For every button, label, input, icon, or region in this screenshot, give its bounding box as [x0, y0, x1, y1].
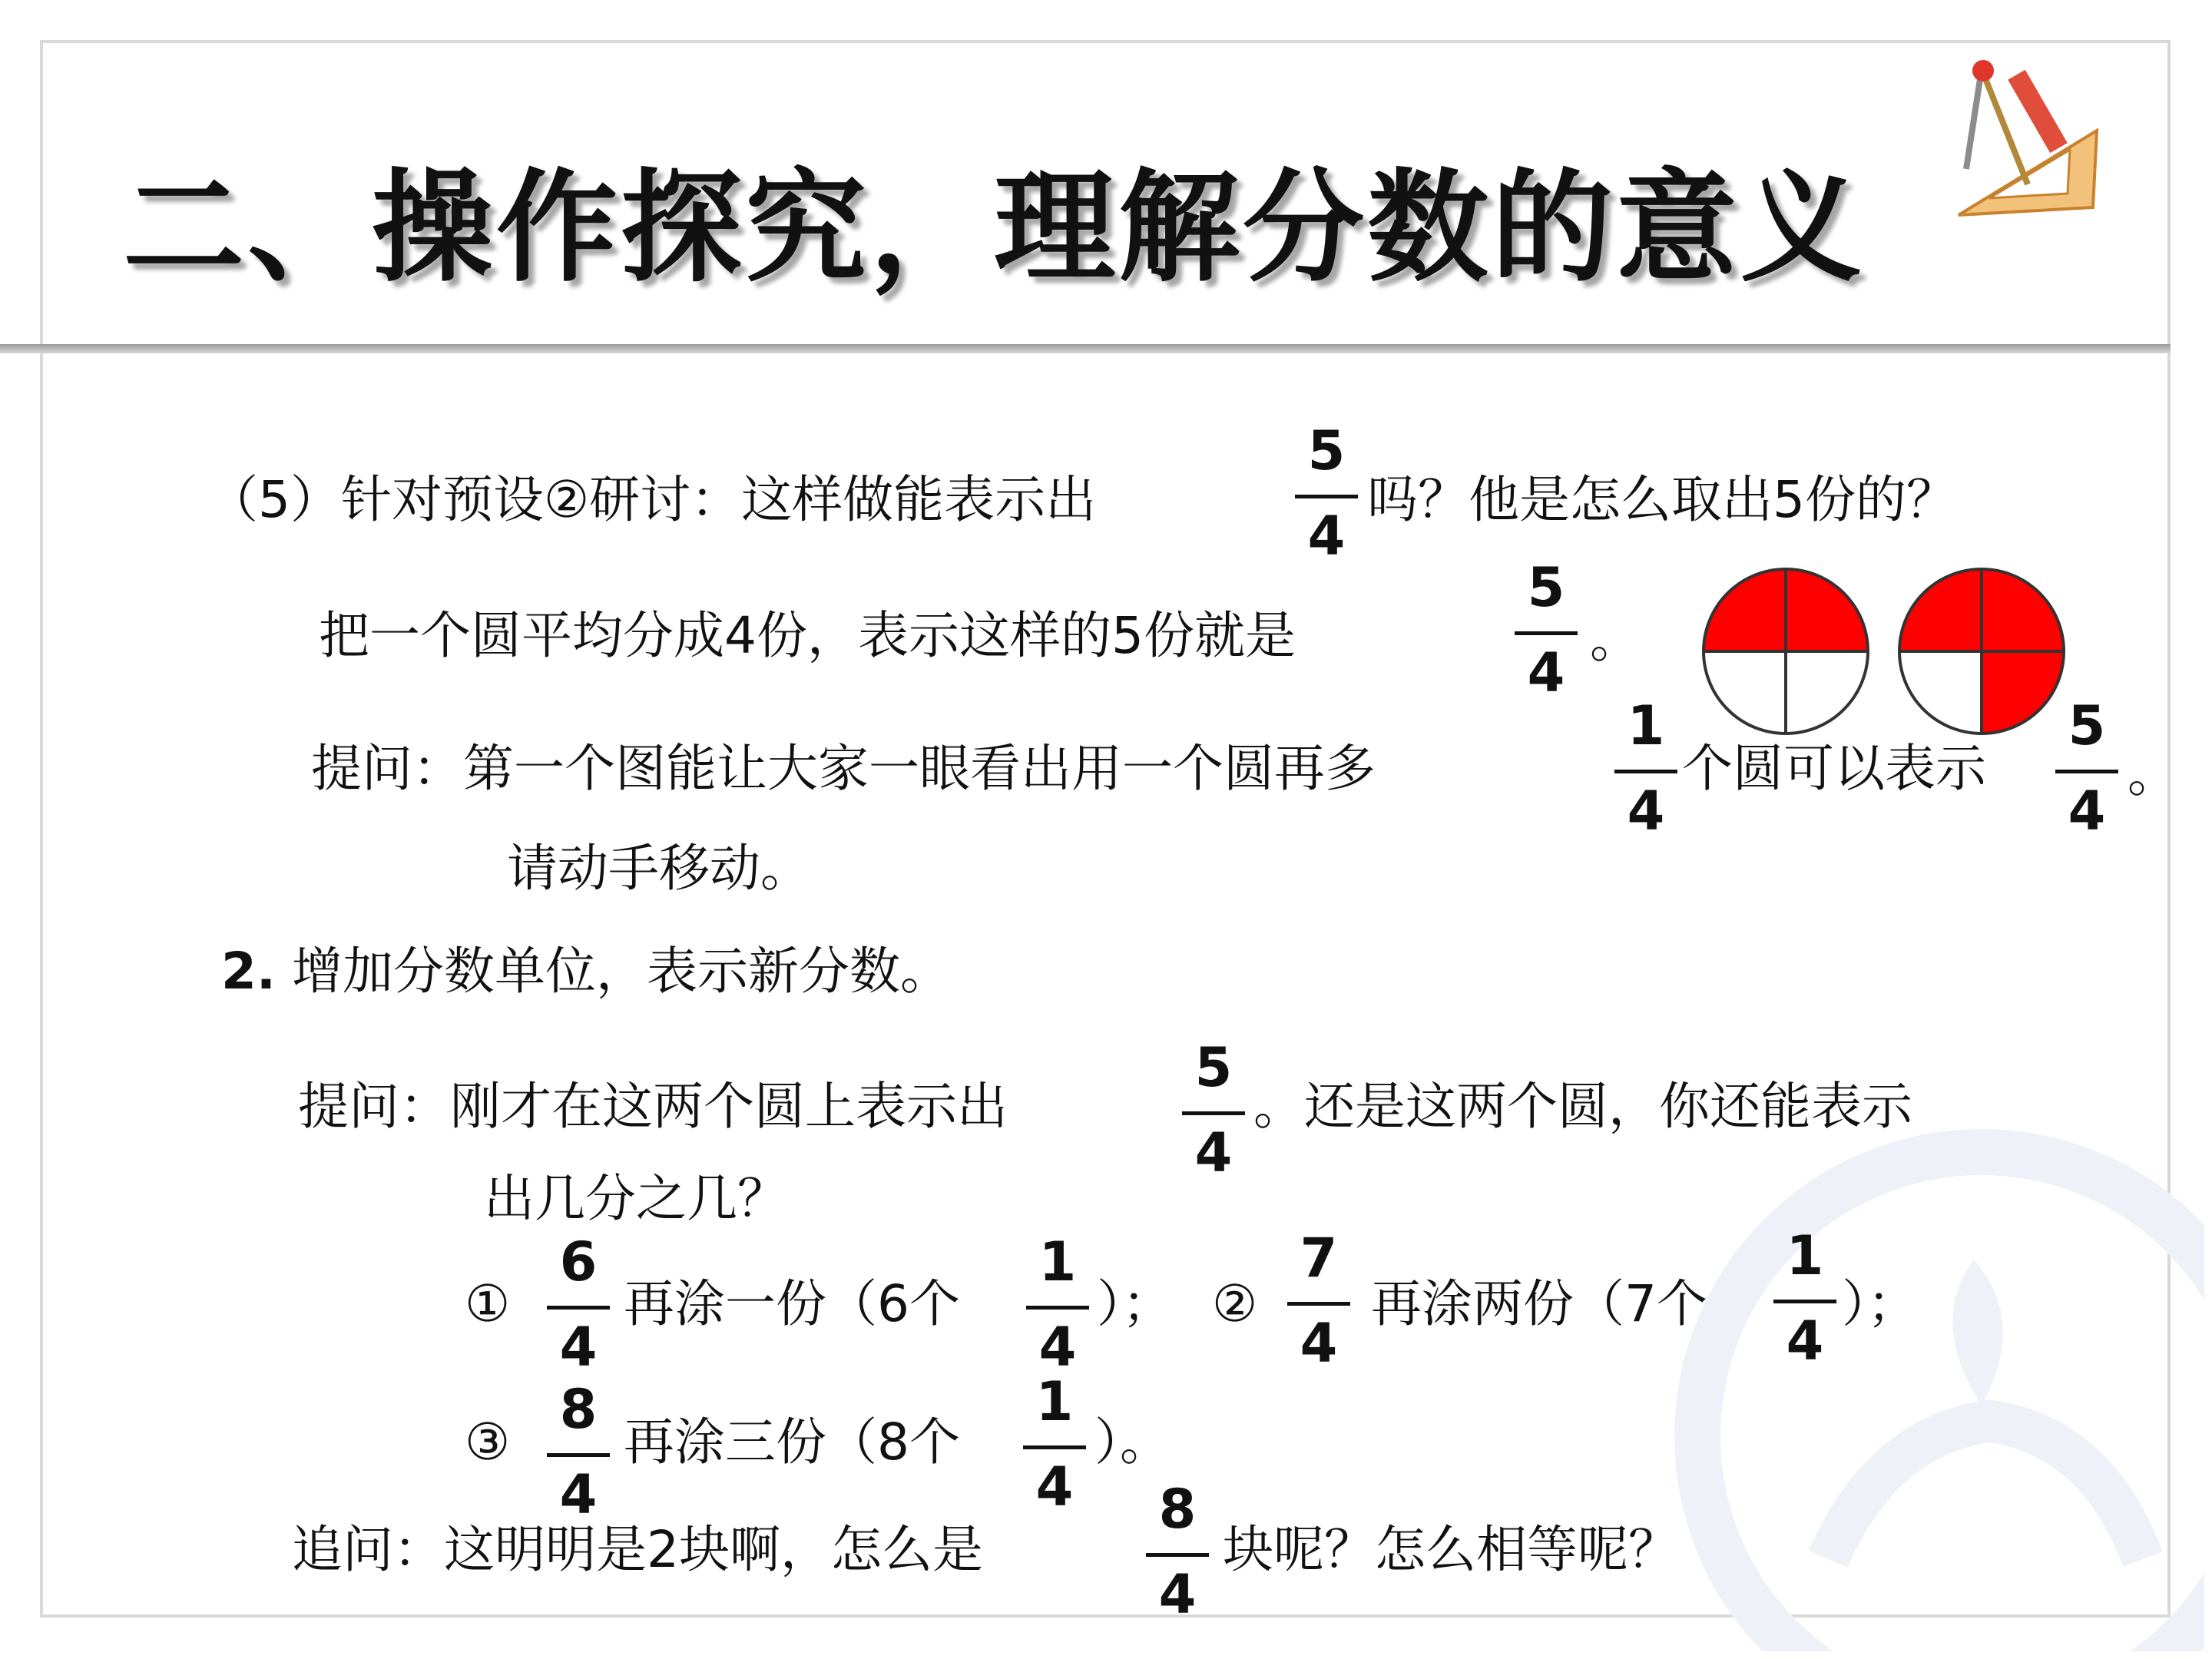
question-text: 提问：刚才在这两个圆上表示出	[298, 1077, 1008, 1136]
fraction-1-4	[1020, 1370, 1089, 1518]
numerator: 5	[1194, 1036, 1233, 1099]
denominator: 4	[1194, 1121, 1233, 1184]
fraction-5-4	[1179, 1036, 1248, 1184]
option-1-mark: ①	[465, 1274, 511, 1333]
explanation-text: 把一个圆平均分成4份，表示这样的5份就是	[319, 606, 1296, 665]
fraction-1-4	[1023, 1230, 1092, 1379]
denominator: 4	[1527, 641, 1565, 704]
period: 。	[2128, 744, 2178, 803]
fraction-bar	[547, 1306, 610, 1310]
followup-text: 追问：这明明是2块啊，怎么是	[292, 1520, 983, 1579]
option-2-mark: ②	[1212, 1274, 1258, 1333]
option-3-close: ）。	[1094, 1412, 1171, 1472]
section-title: 增加分数单位，表示新分数。	[291, 942, 951, 1001]
numerator: 5	[1527, 556, 1565, 619]
fraction-6-4	[544, 1230, 613, 1379]
option-1-text: 再涂一份（6个	[624, 1274, 960, 1333]
numerator: 8	[1158, 1478, 1197, 1541]
denominator: 4	[1307, 505, 1346, 568]
instruction-text: 请动手移动。	[507, 839, 811, 898]
denominator: 4	[1786, 1310, 1824, 1373]
circle-1	[1704, 569, 1868, 733]
fraction-bar	[1773, 1300, 1836, 1303]
fraction-bar	[1182, 1111, 1245, 1115]
ruler-compass-icon	[1936, 54, 2112, 223]
denominator: 4	[559, 1463, 598, 1526]
fraction-bar	[2055, 770, 2118, 773]
circle-2	[1899, 569, 2064, 733]
option-1-close: ）；	[1097, 1274, 1173, 1333]
period: 。	[1590, 610, 1641, 669]
numerator: 6	[559, 1230, 598, 1293]
option-2-close: ）；	[1842, 1274, 1918, 1333]
fraction-5-4	[1512, 556, 1581, 704]
watermark-logo-icon	[1651, 1129, 2204, 1651]
question-5-text: （5）针对预设②研讨：这样做能表示出	[207, 470, 1097, 529]
fraction-bar	[1146, 1553, 1209, 1557]
fraction-circles	[1690, 567, 2081, 736]
fraction-1-4	[1770, 1224, 1839, 1373]
fraction-bar	[1515, 631, 1578, 635]
fraction-bar	[1026, 1306, 1089, 1310]
numerator: 1	[1786, 1224, 1824, 1287]
fraction-bar	[547, 1453, 610, 1457]
fraction-bar	[1295, 495, 1358, 498]
numerator: 1	[1035, 1370, 1074, 1433]
question-text-cont: 出几分之几？	[484, 1169, 788, 1228]
numerator: 7	[1300, 1227, 1338, 1290]
fraction-8-4	[544, 1378, 613, 1526]
fraction-5-4	[2052, 694, 2121, 843]
followup-text-end: 块呢？怎么相等呢？	[1223, 1520, 1679, 1579]
question-text-mid: 个圆可以表示	[1682, 739, 1986, 798]
question-5-text-end: 吗？他是怎么取出5份的？	[1367, 470, 1957, 529]
section-number: 2.	[221, 942, 276, 1001]
slide-title: 二、操作探究，理解分数的意义	[123, 157, 1865, 299]
denominator: 4	[1158, 1563, 1197, 1626]
section-2-heading	[221, 942, 951, 1001]
denominator: 4	[1300, 1312, 1338, 1375]
numerator: 5	[1307, 419, 1346, 482]
question-text-end: 。还是这两个圆，你还能表示	[1253, 1077, 1912, 1136]
denominator: 4	[1035, 1455, 1074, 1518]
fraction-bar	[1023, 1445, 1086, 1449]
option-3-text: 再涂三份（8个	[624, 1412, 960, 1472]
denominator: 4	[559, 1316, 598, 1379]
fraction-bar	[1614, 770, 1677, 773]
denominator: 4	[2068, 780, 2106, 843]
numerator: 5	[2068, 694, 2106, 757]
fraction-1-4	[1611, 694, 1681, 843]
fraction-5-4	[1292, 419, 1361, 568]
numerator: 1	[1038, 1230, 1077, 1293]
title-divider	[0, 344, 2171, 353]
fraction-bar	[1287, 1302, 1350, 1306]
question-text: 提问：第一个图能让大家一眼看出用一个圆再多	[311, 739, 1376, 798]
fraction-8-4	[1143, 1478, 1212, 1626]
option-2-text: 再涂两份（7个	[1371, 1274, 1707, 1333]
fraction-7-4	[1284, 1227, 1353, 1375]
numerator: 1	[1627, 694, 1665, 757]
denominator: 4	[1038, 1316, 1077, 1379]
option-3-mark: ③	[465, 1412, 511, 1472]
denominator: 4	[1627, 780, 1665, 843]
numerator: 8	[559, 1378, 598, 1441]
